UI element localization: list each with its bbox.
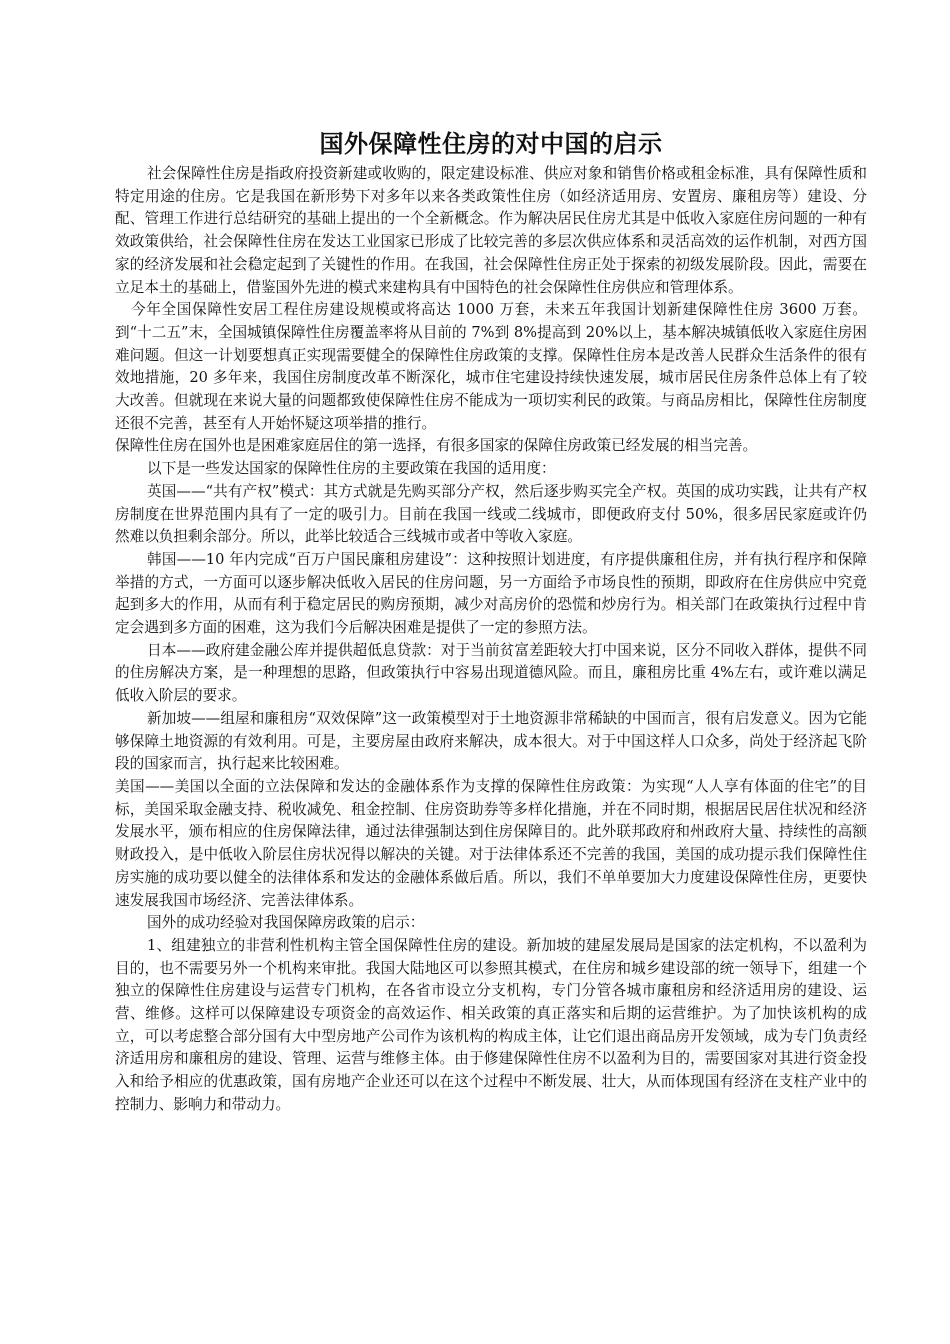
page-title: 国外保障性住房的对中国的启示 [319,130,663,158]
paragraph-housing-plan: 今年全国保障性安居工程住房建设规模或将高达 1000 万套，未来五年我国计划新建保障性住房 3600 万套。到“十二五”末，全国城镇保障性住房覆盖率将从目前的 7%到 8%提高到 20%以上，基本解决城镇低收入家庭住房困难问题。但这一计划要想真正实现需要健全的保障性住房政策的支撑。保障性住房本是改善人民群众生活条件的很有效地措施，20 多年来，我国住房制度改革不断深化，城市住宅建设持续快速发展，城市居民住房条件总体上有了较大改善。但就现在来说大量的问题都致使保障性住房不能成为一项切实利民的政策。与商品房相比，保障性住房制度还很不完善，甚至有人开始怀疑这项举措的推行。 [115,301,867,432]
paragraph-japan: 日本——政府建金融公库并提供超低息贷款：对于当前贫富差距较大打中国来说，区分不同收入群体，提供不同的住房解决方案，是一种理想的思路，但政策执行中容易出现道德风险。而且，廉租房比重 4%左右，或许难以满足低收入阶层的要求。 [115,641,867,705]
paragraph-singapore: 新加坡——组屋和廉租房“双效保障”这一政策模型对于土地资源非常稀缺的中国而言，很有启发意义。因为它能够保障土地资源的有效利用。可是，主要房屋由政府来解决，成本很大。对于中国这样人口众多，尚处于经济起飞阶段的国家而言，执行起来比较困难。 [115,709,867,773]
document-page [115,128,867,1117]
paragraph-usa: 美国——美国以全面的立法保障和发达的金融体系作为支撑的保障性住房政策：为实现“人人享有体面的住宅”的目标，美国采取金融支持、税收减免、租金控制、住房资助券等多样化措施，并在不同时期，根据居民居住状况和经济发展水平，颁布相应的住房保障法律，通过法律强制达到住房保障目的。此外联邦政府和州政府大量、持续性的高额财政投入，是中低收入阶层住房状况得以解决的关键。对于法律体系还不完善的我国，美国的成功提示我们保障性住房实施的成功要以健全的法律体系和发达的金融体系做后盾。所以，我们不单单要加大力度建设保障性住房，更要快速发展我国市场经济、完善法律体系。 [115,777,867,909]
paragraph-intro-list: 以下是一些发达国家的保障性住房的主要政策在我国的适用度： [147,460,556,478]
paragraph-uk: 英国——“共有产权”模式：其方式就是先购买部分产权，然后逐步购买完全产权。英国的成功实践，让共有产权房制度在世界范围内具有了一定的吸引力。目前在我国一线或二线城市，即便政府支付 50%，很多居民家庭或许仍然难以负担剩余部分。所以，此举比较适合三线城市或者中等收入家庭。 [115,482,867,546]
paragraph-korea: 韩国——10 年内完成“百万户国民廉租房建设”：这种按照计划进度，有序提供廉租住房，并有执行程序和保障举措的方式，一方面可以逐步解决低收入居民的住房问题，另一方面给予市场良性的预期，即政府在住房供应中究竟起到多大的作用，从而有利于稳定居民的购房预期，减少对高房价的恐慌和炒房行为。相关部门在政策执行过程中肯定会遇到多方面的困难，这为我们今后解决困难是提供了一定的参照方法。 [115,550,867,637]
paragraph-definition: 社会保障性住房是指政府投资新建或收购的，限定建设标准、供应对象和销售价格或租金标准，具有保障性质和特定用途的住房。它是我国在新形势下对多年以来各类政策性住房（如经济适用房、安置房、廉租房等）建设、分配、管理工作进行总结研究的基础上提出的一个全新概念。作为解决居民住房尤其是中低收入家庭住房问题的一种有效政策供给，社会保障性住房在发达工业国家已形成了比较完善的多层次供应体系和灵活高效的运作机制，对西方国家的经济发展和社会稳定起到了关键性的作用。在我国，社会保障性住房正处于探索的初级发展阶段。因此，需要在立足本土的基础上，借鉴国外先进的模式来建构具有中国特色的社会保障性住房供应和管理体系。 [115,165,867,296]
paragraph-foreign-overview: 保障性住房在国外也是困难家庭居住的第一选择，有很多国家的保障住房政策已经发展的相当完善。 [115,437,758,455]
paragraph-lessons-heading: 国外的成功经验对我国保障房政策的启示： [147,914,425,932]
paragraph-lesson-1: 1、组建独立的非营利性机构主管全国保障性住房的建设。新加坡的建屋发展局是国家的法定机构，不以盈利为目的，也不需要另外一个机构来审批。我国大陆地区可以参照其模式，在住房和城乡建设部的统一领导下，组建一个独立的保障性住房建设与运营专门机构，在各省市设立分支机构，专门分管各城市廉租房和经济适用房的建设、运营、维修。这样可以保障建设专项资金的高效运作、相关政策的真正落实和后期的运营维护。为了加快该机构的成立，可以考虑整合部分国有大中型房地产公司作为该机构的构成主体，让它们退出商品房开发领域，成为专门负责经济适用房和廉租房的建设、管理、运营与维修主体。由于修建保障性住房不以盈利为目的，需要国家对其进行资金投入和给予相应的优惠政策，国有房地产企业还可以在这个过程中不断发展、壮大，从而体现国有经济在支柱产业中的控制力、影响力和带动力。 [115,936,867,1113]
